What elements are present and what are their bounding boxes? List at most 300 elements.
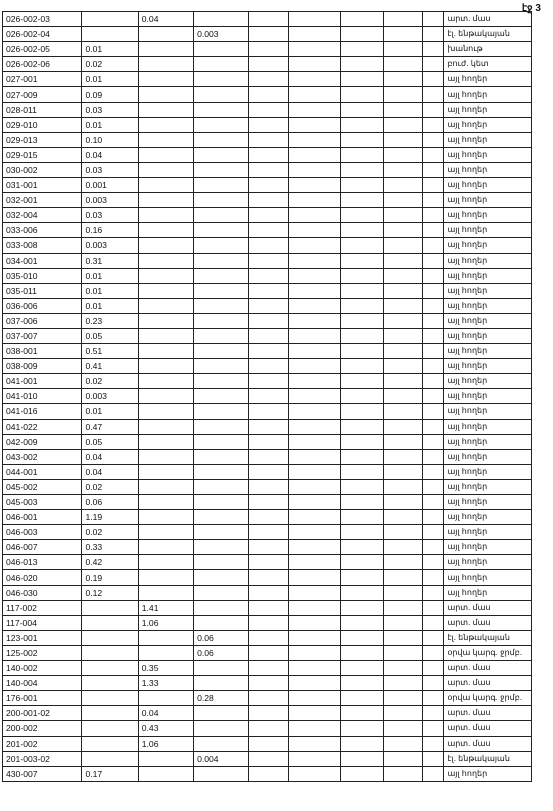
land-use-description-cell: այլ հողեր — [444, 510, 532, 525]
area-column-4-cell — [194, 283, 249, 298]
empty-cell — [288, 102, 340, 117]
parcel-code-cell: 046-013 — [3, 555, 82, 570]
land-use-description-cell: բուժ. կետ — [444, 57, 532, 72]
empty-cell — [340, 328, 383, 343]
parcel-code-cell: 041-022 — [3, 419, 82, 434]
empty-cell — [340, 12, 383, 27]
empty-cell — [384, 419, 423, 434]
land-use-description-cell: այլ հողեր — [444, 193, 532, 208]
empty-cell — [249, 676, 288, 691]
area-column-2-cell: 0.51 — [82, 344, 138, 359]
parcel-code-cell: 044-001 — [3, 464, 82, 479]
area-column-4-cell — [194, 510, 249, 525]
area-column-2-cell — [82, 12, 138, 27]
empty-cell — [384, 193, 423, 208]
empty-cell — [249, 419, 288, 434]
parcel-code-cell: 034-001 — [3, 253, 82, 268]
area-column-4-cell: 0.004 — [194, 751, 249, 766]
empty-cell — [384, 540, 423, 555]
empty-cell — [288, 510, 340, 525]
area-column-4-cell — [194, 42, 249, 57]
empty-cell — [423, 570, 444, 585]
empty-cell — [288, 600, 340, 615]
area-column-3-cell — [138, 283, 193, 298]
area-column-2-cell: 0.10 — [82, 132, 138, 147]
empty-cell — [249, 736, 288, 751]
empty-cell — [384, 102, 423, 117]
empty-cell — [249, 57, 288, 72]
empty-cell — [423, 328, 444, 343]
area-column-3-cell: 1.06 — [138, 615, 193, 630]
empty-cell — [384, 208, 423, 223]
empty-cell — [423, 600, 444, 615]
area-column-3-cell — [138, 27, 193, 42]
empty-cell — [423, 510, 444, 525]
empty-cell — [249, 12, 288, 27]
empty-cell — [423, 691, 444, 706]
empty-cell — [249, 374, 288, 389]
parcel-code-cell: 032-004 — [3, 208, 82, 223]
area-column-2-cell: 0.01 — [82, 72, 138, 87]
empty-cell — [249, 87, 288, 102]
empty-cell — [288, 253, 340, 268]
empty-cell — [340, 495, 383, 510]
empty-cell — [288, 479, 340, 494]
area-column-2-cell: 0.04 — [82, 449, 138, 464]
area-column-2-cell — [82, 691, 138, 706]
empty-cell — [340, 147, 383, 162]
parcel-code-cell: 046-030 — [3, 585, 82, 600]
empty-cell — [423, 721, 444, 736]
parcel-code-cell: 046-003 — [3, 525, 82, 540]
empty-cell — [249, 555, 288, 570]
empty-cell — [340, 389, 383, 404]
empty-cell — [384, 464, 423, 479]
land-use-description-cell: այլ հողեր — [444, 162, 532, 177]
land-use-description-cell: օրվա կարգ. ջրմբ. — [444, 691, 532, 706]
empty-cell — [288, 540, 340, 555]
area-column-3-cell — [138, 162, 193, 177]
land-use-description-cell: այլ հողեր — [444, 102, 532, 117]
empty-cell — [384, 630, 423, 645]
empty-cell — [423, 57, 444, 72]
empty-cell — [288, 208, 340, 223]
area-column-4-cell — [194, 449, 249, 464]
empty-cell — [423, 298, 444, 313]
table-row — [3, 12, 532, 27]
table-row — [3, 117, 532, 132]
empty-cell — [340, 721, 383, 736]
area-column-2-cell: 0.19 — [82, 570, 138, 585]
empty-cell — [423, 87, 444, 102]
area-column-3-cell — [138, 87, 193, 102]
area-column-4-cell — [194, 298, 249, 313]
empty-cell — [384, 615, 423, 630]
area-column-2-cell — [82, 661, 138, 676]
table-row — [3, 162, 532, 177]
empty-cell — [249, 510, 288, 525]
area-column-3-cell — [138, 298, 193, 313]
empty-cell — [249, 298, 288, 313]
area-column-3-cell — [138, 147, 193, 162]
empty-cell — [288, 691, 340, 706]
empty-cell — [423, 615, 444, 630]
empty-cell — [288, 736, 340, 751]
empty-cell — [384, 570, 423, 585]
area-column-4-cell — [194, 555, 249, 570]
area-column-3-cell — [138, 132, 193, 147]
land-use-description-cell: էլ. ենթակայան — [444, 751, 532, 766]
area-column-2-cell — [82, 751, 138, 766]
empty-cell — [423, 268, 444, 283]
parcel-code-cell: 038-001 — [3, 344, 82, 359]
parcel-code-cell: 430-007 — [3, 766, 82, 781]
table-row — [3, 374, 532, 389]
empty-cell — [423, 495, 444, 510]
empty-cell — [249, 102, 288, 117]
table-row — [3, 344, 532, 359]
empty-cell — [249, 328, 288, 343]
empty-cell — [288, 57, 340, 72]
empty-cell — [288, 419, 340, 434]
empty-cell — [340, 706, 383, 721]
area-column-3-cell — [138, 510, 193, 525]
empty-cell — [384, 661, 423, 676]
empty-cell — [340, 434, 383, 449]
empty-cell — [384, 268, 423, 283]
area-column-4-cell — [194, 389, 249, 404]
empty-cell — [384, 389, 423, 404]
land-use-description-cell: այլ հողեր — [444, 328, 532, 343]
empty-cell — [384, 12, 423, 27]
empty-cell — [340, 615, 383, 630]
parcel-code-cell: 117-004 — [3, 615, 82, 630]
area-column-4-cell — [194, 117, 249, 132]
parcel-code-cell: 045-003 — [3, 495, 82, 510]
area-column-4-cell — [194, 525, 249, 540]
empty-cell — [249, 253, 288, 268]
area-column-4-cell — [194, 404, 249, 419]
area-column-2-cell — [82, 721, 138, 736]
table-row — [3, 676, 532, 691]
empty-cell — [249, 117, 288, 132]
area-column-3-cell — [138, 479, 193, 494]
empty-cell — [423, 72, 444, 87]
empty-cell — [288, 283, 340, 298]
empty-cell — [249, 223, 288, 238]
area-column-3-cell — [138, 751, 193, 766]
empty-cell — [340, 525, 383, 540]
empty-cell — [384, 42, 423, 57]
empty-cell — [249, 283, 288, 298]
area-column-3-cell — [138, 328, 193, 343]
parcel-code-cell: 037-007 — [3, 328, 82, 343]
empty-cell — [423, 479, 444, 494]
land-use-description-cell: այլ հողեր — [444, 87, 532, 102]
empty-cell — [384, 691, 423, 706]
empty-cell — [288, 147, 340, 162]
empty-cell — [423, 162, 444, 177]
parcel-code-cell: 028-011 — [3, 102, 82, 117]
empty-cell — [340, 298, 383, 313]
area-column-4-cell — [194, 464, 249, 479]
empty-cell — [423, 102, 444, 117]
area-column-4-cell — [194, 178, 249, 193]
table-row — [3, 434, 532, 449]
empty-cell — [288, 766, 340, 781]
empty-cell — [340, 766, 383, 781]
empty-cell — [249, 389, 288, 404]
empty-cell — [288, 404, 340, 419]
empty-cell — [384, 374, 423, 389]
empty-cell — [340, 162, 383, 177]
parcel-code-cell: 031-001 — [3, 178, 82, 193]
land-use-description-cell: այլ հողեր — [444, 419, 532, 434]
land-use-description-cell: այլ հողեր — [444, 449, 532, 464]
empty-cell — [288, 615, 340, 630]
empty-cell — [384, 283, 423, 298]
area-column-2-cell: 0.001 — [82, 178, 138, 193]
land-use-description-cell: այլ հողեր — [444, 374, 532, 389]
empty-cell — [288, 630, 340, 645]
land-use-description-cell: այլ հողեր — [444, 359, 532, 374]
table-row — [3, 404, 532, 419]
empty-cell — [288, 374, 340, 389]
table-row — [3, 510, 532, 525]
empty-cell — [384, 298, 423, 313]
empty-cell — [249, 540, 288, 555]
empty-cell — [423, 223, 444, 238]
parcel-code-cell: 201-003-02 — [3, 751, 82, 766]
parcel-code-cell: 032-001 — [3, 193, 82, 208]
empty-cell — [384, 434, 423, 449]
area-column-3-cell: 1.33 — [138, 676, 193, 691]
area-column-2-cell: 0.01 — [82, 42, 138, 57]
parcel-code-cell: 200-001-02 — [3, 706, 82, 721]
empty-cell — [423, 525, 444, 540]
empty-cell — [384, 57, 423, 72]
empty-cell — [249, 359, 288, 374]
area-column-3-cell — [138, 766, 193, 781]
land-ledger-table — [2, 11, 532, 782]
area-column-4-cell — [194, 419, 249, 434]
parcel-code-cell: 036-006 — [3, 298, 82, 313]
land-use-description-cell: այլ հողեր — [444, 479, 532, 494]
empty-cell — [340, 344, 383, 359]
area-column-3-cell — [138, 117, 193, 132]
empty-cell — [288, 298, 340, 313]
empty-cell — [288, 661, 340, 676]
parcel-code-cell: 029-013 — [3, 132, 82, 147]
area-column-3-cell — [138, 525, 193, 540]
empty-cell — [288, 72, 340, 87]
empty-cell — [340, 253, 383, 268]
empty-cell — [423, 751, 444, 766]
land-use-description-cell: արտ. մաս — [444, 600, 532, 615]
parcel-code-cell: 027-001 — [3, 72, 82, 87]
empty-cell — [423, 585, 444, 600]
area-column-3-cell — [138, 555, 193, 570]
table-row — [3, 57, 532, 72]
land-use-description-cell: այլ հողեր — [444, 540, 532, 555]
empty-cell — [384, 645, 423, 660]
land-use-description-cell: այլ հողեր — [444, 344, 532, 359]
empty-cell — [288, 27, 340, 42]
area-column-4-cell — [194, 328, 249, 343]
empty-cell — [249, 766, 288, 781]
area-column-3-cell: 0.43 — [138, 721, 193, 736]
area-column-2-cell: 0.23 — [82, 313, 138, 328]
empty-cell — [423, 676, 444, 691]
area-column-3-cell — [138, 404, 193, 419]
land-use-description-cell: էլ. ենթակայան — [444, 630, 532, 645]
empty-cell — [423, 132, 444, 147]
table-row — [3, 645, 532, 660]
empty-cell — [384, 253, 423, 268]
empty-cell — [288, 12, 340, 27]
area-column-4-cell — [194, 87, 249, 102]
empty-cell — [423, 208, 444, 223]
empty-cell — [423, 253, 444, 268]
table-row — [3, 540, 532, 555]
area-column-4-cell: 0.06 — [194, 645, 249, 660]
empty-cell — [340, 283, 383, 298]
land-use-description-cell: այլ հողեր — [444, 525, 532, 540]
parcel-code-cell: 026-002-06 — [3, 57, 82, 72]
parcel-code-cell: 030-002 — [3, 162, 82, 177]
area-column-2-cell: 0.05 — [82, 328, 138, 343]
area-column-3-cell — [138, 102, 193, 117]
empty-cell — [249, 27, 288, 42]
empty-cell — [249, 147, 288, 162]
area-column-4-cell: 0.28 — [194, 691, 249, 706]
table-row — [3, 132, 532, 147]
area-column-2-cell: 0.01 — [82, 268, 138, 283]
parcel-code-cell: 026-002-03 — [3, 12, 82, 27]
area-column-2-cell: 0.02 — [82, 479, 138, 494]
parcel-code-cell: 033-006 — [3, 223, 82, 238]
area-column-2-cell — [82, 706, 138, 721]
land-use-description-cell: այլ հողեր — [444, 585, 532, 600]
area-column-2-cell: 0.04 — [82, 147, 138, 162]
empty-cell — [249, 268, 288, 283]
table-row — [3, 298, 532, 313]
area-column-3-cell — [138, 374, 193, 389]
empty-cell — [288, 344, 340, 359]
area-column-3-cell — [138, 178, 193, 193]
empty-cell — [249, 208, 288, 223]
empty-cell — [423, 147, 444, 162]
empty-cell — [384, 495, 423, 510]
parcel-code-cell: 041-010 — [3, 389, 82, 404]
table-row — [3, 449, 532, 464]
parcel-code-cell: 043-002 — [3, 449, 82, 464]
table-row — [3, 479, 532, 494]
parcel-code-cell: 046-001 — [3, 510, 82, 525]
land-use-description-cell: արտ. մաս — [444, 706, 532, 721]
land-use-description-cell: այլ հողեր — [444, 253, 532, 268]
land-use-description-cell: այլ հողեր — [444, 223, 532, 238]
area-column-3-cell — [138, 57, 193, 72]
land-use-description-cell: այլ հողեր — [444, 178, 532, 193]
empty-cell — [384, 555, 423, 570]
empty-cell — [288, 676, 340, 691]
land-use-description-cell: օրվա կարգ. ջրմբ. — [444, 645, 532, 660]
empty-cell — [288, 449, 340, 464]
empty-cell — [340, 268, 383, 283]
table-row — [3, 27, 532, 42]
area-column-4-cell — [194, 208, 249, 223]
empty-cell — [288, 555, 340, 570]
area-column-4-cell — [194, 495, 249, 510]
empty-cell — [249, 193, 288, 208]
empty-cell — [340, 208, 383, 223]
empty-cell — [340, 555, 383, 570]
empty-cell — [384, 751, 423, 766]
empty-cell — [249, 630, 288, 645]
table-row — [3, 706, 532, 721]
area-column-3-cell — [138, 389, 193, 404]
empty-cell — [288, 721, 340, 736]
empty-cell — [423, 661, 444, 676]
empty-cell — [288, 132, 340, 147]
area-column-3-cell — [138, 495, 193, 510]
area-column-4-cell — [194, 268, 249, 283]
empty-cell — [340, 419, 383, 434]
parcel-code-cell: 026-002-05 — [3, 42, 82, 57]
empty-cell — [384, 600, 423, 615]
area-column-4-cell — [194, 600, 249, 615]
empty-cell — [423, 434, 444, 449]
table-row — [3, 751, 532, 766]
area-column-2-cell: 0.04 — [82, 464, 138, 479]
land-use-description-cell: այլ հողեր — [444, 268, 532, 283]
empty-cell — [384, 721, 423, 736]
empty-cell — [249, 404, 288, 419]
land-use-description-cell: այլ հողեր — [444, 389, 532, 404]
area-column-3-cell — [138, 208, 193, 223]
parcel-code-cell: 125-002 — [3, 645, 82, 660]
parcel-code-cell: 045-002 — [3, 479, 82, 494]
table-row — [3, 178, 532, 193]
empty-cell — [288, 42, 340, 57]
area-column-2-cell: 0.06 — [82, 495, 138, 510]
empty-cell — [288, 238, 340, 253]
empty-cell — [340, 585, 383, 600]
empty-cell — [249, 434, 288, 449]
table-row — [3, 313, 532, 328]
area-column-4-cell — [194, 736, 249, 751]
area-column-2-cell: 0.01 — [82, 283, 138, 298]
empty-cell — [288, 751, 340, 766]
parcel-code-cell: 029-015 — [3, 147, 82, 162]
area-column-2-cell: 0.16 — [82, 223, 138, 238]
area-column-3-cell: 0.35 — [138, 661, 193, 676]
area-column-2-cell: 0.12 — [82, 585, 138, 600]
area-column-4-cell — [194, 479, 249, 494]
area-column-3-cell — [138, 464, 193, 479]
empty-cell — [423, 540, 444, 555]
table-row — [3, 630, 532, 645]
table-row — [3, 419, 532, 434]
parcel-code-cell: 027-009 — [3, 87, 82, 102]
area-column-4-cell — [194, 344, 249, 359]
table-row — [3, 72, 532, 87]
empty-cell — [340, 479, 383, 494]
land-use-description-cell: այլ հողեր — [444, 404, 532, 419]
empty-cell — [249, 72, 288, 87]
empty-cell — [423, 464, 444, 479]
